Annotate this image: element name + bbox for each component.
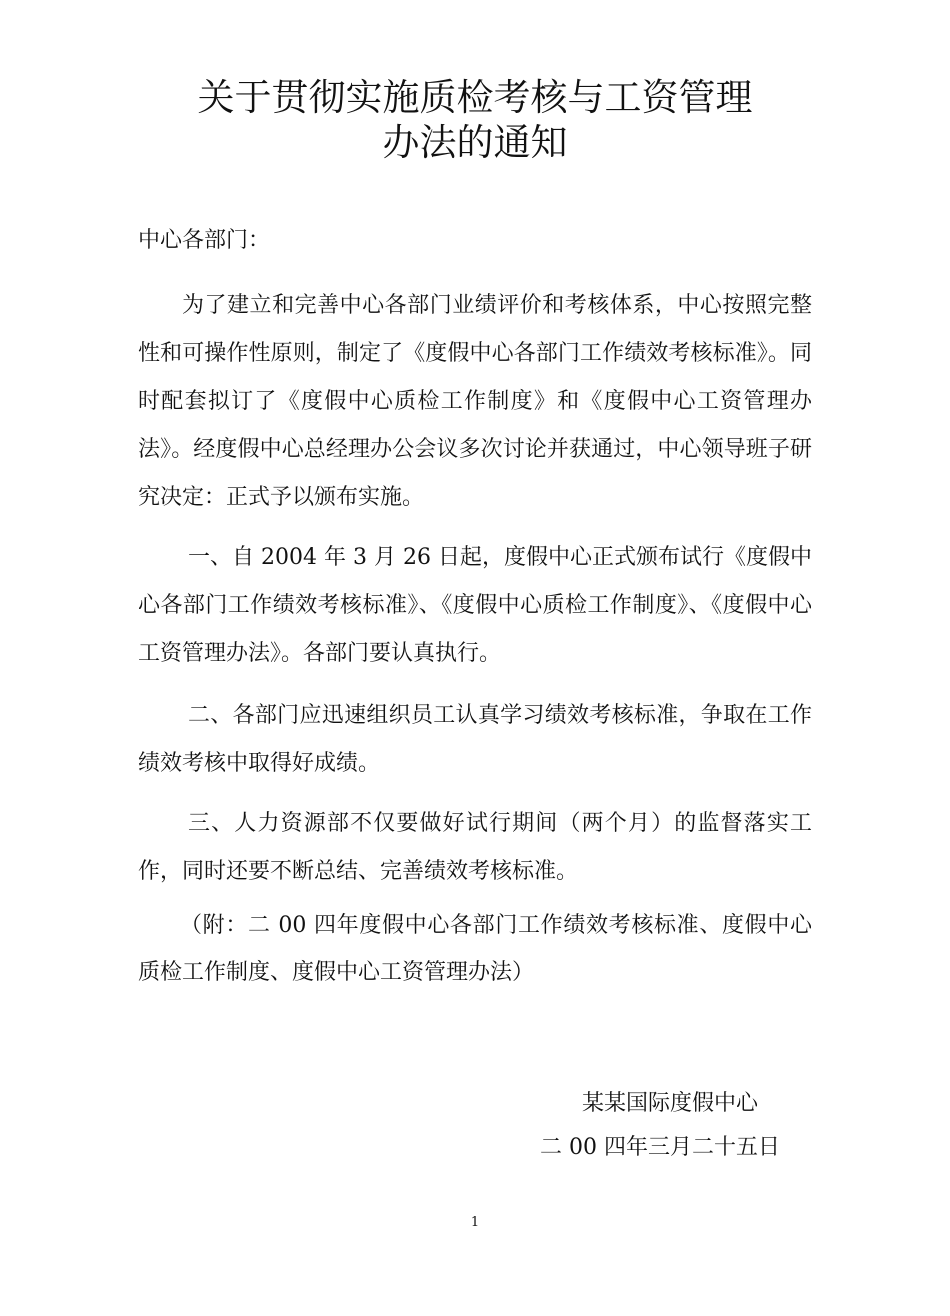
item-two-paragraph: 二、各部门应迅速组织员工认真学习绩效考核标准，争取在工作绩效考核中取得好成绩。 [138,703,812,776]
signature-date: 二 00 四年三月二十五日 [540,1135,780,1160]
page-number: 1 [470,1215,480,1230]
intro-paragraph: 为了建立和完善中心各部门业绩评价和考核体系，中心按照完整性和可操作性原则，制定了《度假中心各部门工作绩效考核标准》。同时配套拟订了《度假中心质检工作制度》和《度假中心工资管理办法》。经度假中心总经理办公会议多次讨论并获通过，中心领导班子研究决定：正式予以颁布实施。 [138,293,812,510]
document-title-line2: 办法的通知 [382,121,568,164]
salutation: 中心各部门： [138,228,271,253]
attachment-note: （附：二 00 四年度假中心各部门工作绩效考核标准、度假中心质检工作制度、度假中心工资管理办法） [138,913,812,985]
document-title-line1: 关于贯彻实施质检考核与工资管理 [197,76,753,119]
signature-organization: 某某国际度假中心 [582,1091,759,1116]
item-three-paragraph: 三、人力资源部不仅要做好试行期间（两个月）的监督落实工作，同时还要不断总结、完善绩效考核标准。 [138,811,812,884]
item-one-paragraph: 一、自 2004 年 3 月 26 日起，度假中心正式颁布试行《度假中心各部门工作绩效考核标准》、《度假中心质检工作制度》、《度假中心工资管理办法》。各部门要认真执行。 [138,545,812,666]
